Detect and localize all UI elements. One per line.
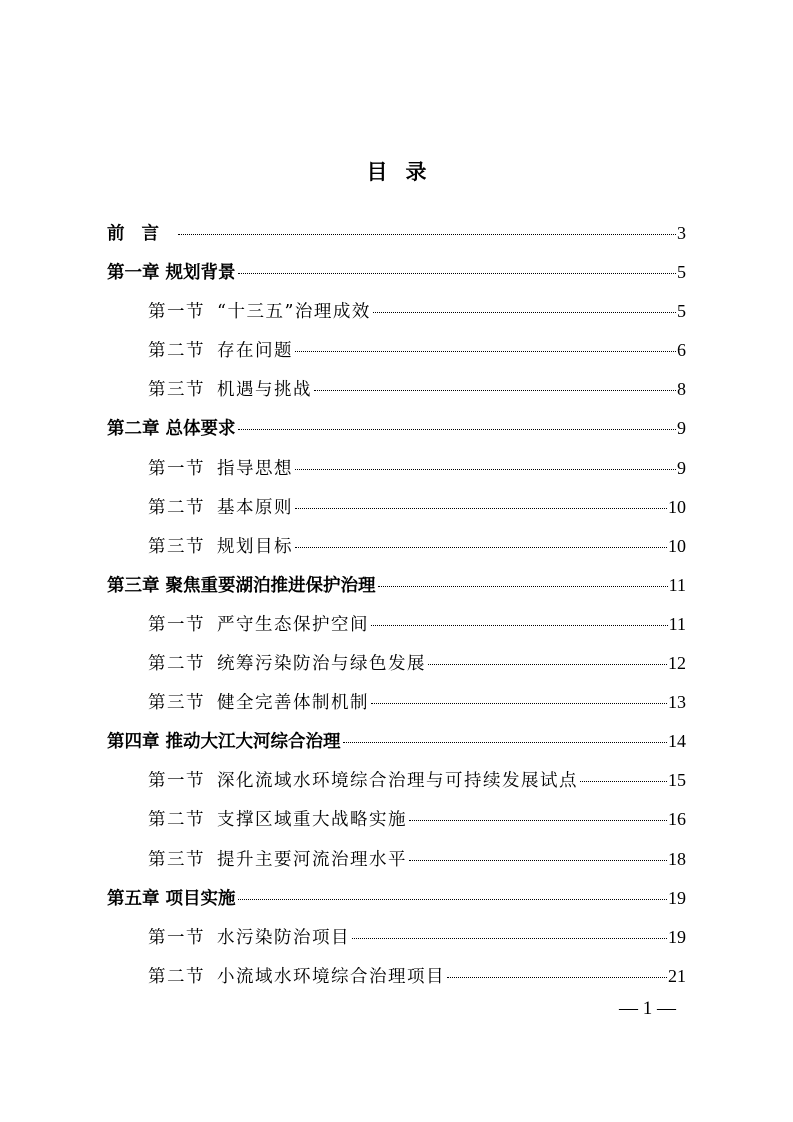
toc-entry-label [107,880,236,919]
toc-entry-page: 21 [668,965,686,986]
toc-entry-section[interactable] [107,644,686,683]
toc-entry-page: 6 [677,340,686,361]
dot-leader [447,977,667,978]
toc-entry-section[interactable] [107,761,686,800]
toc-entry-page: 15 [668,770,686,791]
dot-leader [238,899,668,900]
toc-entry-label [148,958,445,997]
dot-leader [295,351,676,352]
toc-entry-number: 第二节 [148,497,205,518]
toc-entry-label [148,332,293,371]
toc-entry-title: 严守生态保护空间 [217,614,369,635]
toc-entry-label [148,450,293,489]
toc-entry-number: 第三节 [148,849,205,870]
toc-entry-title: “十三五”治理成效 [217,302,371,323]
toc-entry-title: 规划目标 [217,536,293,557]
page-number: — 1 — [619,998,676,1019]
toc-entry-title: 健全完善体制机制 [217,693,369,714]
toc-entry-section[interactable] [107,918,686,957]
toc-entry-section[interactable] [107,488,686,527]
toc-entry-preface[interactable] [107,214,686,253]
dot-leader [238,429,677,430]
toc-entry-page: 5 [677,301,686,322]
toc-entry-title: 深化流域水环境综合治理与可持续发展试点 [217,771,578,792]
toc-entry-title: 存在问题 [217,341,293,362]
dot-leader [295,469,676,470]
toc-entry-section[interactable] [107,605,686,644]
toc-entry-page: 19 [668,926,686,947]
toc-entry-page: 3 [677,223,686,243]
toc-entry-label [148,489,293,528]
toc-entry-label [148,762,578,801]
dot-leader [314,390,676,391]
toc-entry-number: 第三节 [148,693,205,714]
dot-leader [238,273,677,274]
toc-list [107,253,686,996]
toc-entry-title: 聚焦重要湖泊推进保护治理 [165,575,376,596]
dot-leader [352,938,667,939]
toc-entry-label [107,723,341,762]
toc-entry-number: 第三章 [107,575,160,596]
toc-entry-page: 5 [677,262,686,283]
toc-entry-label [107,567,376,606]
dot-leader [409,860,667,861]
toc-entry-section[interactable] [107,800,686,839]
toc-entry-title: 基本原则 [217,497,293,518]
toc-entry-number: 第一章 [107,263,160,284]
toc-entry-number: 第三节 [148,380,205,401]
toc-entry-title: 支撑区域重大战略实施 [217,810,407,831]
toc-entry-number: 第二节 [148,966,205,987]
dot-leader [428,664,667,665]
toc-entry-title: 水污染防治项目 [217,927,350,948]
toc-entry-page: 10 [668,496,686,517]
toc-entry-number: 第二节 [148,654,205,675]
dot-leader [343,742,668,743]
page-title: 目录 [366,160,445,184]
toc-entry-title: 机遇与挑战 [217,380,312,401]
toc-entry-label [148,919,350,958]
toc-entry-title: 项目实施 [165,888,236,909]
dot-leader [580,781,667,782]
toc-entry-page: 13 [668,692,686,713]
toc-entry-label [148,684,369,723]
toc-entry-chapter[interactable] [107,722,686,761]
toc-entry-title: 前言 [107,224,176,244]
dot-leader [373,312,676,313]
toc-entry-number: 第一节 [148,458,205,479]
toc-entry-page: 16 [668,809,686,830]
toc-entry-chapter[interactable] [107,253,686,292]
toc-entry-title: 提升主要河流治理水平 [217,849,407,870]
toc-entry-section[interactable] [107,957,686,996]
toc-entry-number: 第一节 [148,614,205,635]
toc-entry-label [148,645,426,684]
toc-entry-page: 12 [668,653,686,674]
dot-leader [409,820,667,821]
toc-entry-number: 第五章 [107,888,160,909]
toc-entry-section[interactable] [107,527,686,566]
toc-entry-page: 9 [677,457,686,478]
toc-entry-label [148,293,371,332]
toc-entry-page: 8 [677,379,686,400]
dot-leader [371,703,667,704]
toc-entry-page: 11 [668,574,686,595]
table-of-contents [107,214,686,996]
toc-entry-label [107,410,236,449]
toc-entry-title: 小流域水环境综合治理项目 [217,966,445,987]
toc-entry-page: 10 [668,535,686,556]
toc-entry-number: 第一节 [148,302,205,323]
toc-entry-label [148,801,407,840]
toc-entry-label [148,841,407,880]
toc-entry-page: 14 [668,731,686,752]
toc-entry-number: 第二节 [148,810,205,831]
toc-entry-label [107,254,236,293]
toc-entry-section[interactable] [107,292,686,331]
toc-entry-page: 18 [668,848,686,869]
toc-entry-chapter[interactable] [107,566,686,605]
toc-entry-page: 19 [668,887,686,908]
toc-entry-section[interactable] [107,840,686,879]
toc-entry-number: 第二章 [107,419,160,440]
toc-entry-label [148,606,369,645]
toc-entry-section[interactable] [107,449,686,488]
toc-entry-number: 第二节 [148,341,205,362]
toc-entry-section[interactable] [107,370,686,409]
dot-leader [371,625,668,626]
toc-entry-number: 第一节 [148,927,205,948]
toc-entry-section[interactable] [107,683,686,722]
dot-leader [295,508,667,509]
dot-leader [378,586,668,587]
toc-entry-label [148,371,312,410]
toc-entry-section[interactable] [107,331,686,370]
toc-entry-title: 统筹污染防治与绿色发展 [217,654,426,675]
toc-entry-title: 规划背景 [165,263,236,284]
dot-leader [178,234,676,235]
dot-leader [295,547,667,548]
toc-entry-title: 总体要求 [165,419,236,440]
toc-entry-number: 第一节 [148,771,205,792]
toc-entry-chapter[interactable] [107,879,686,918]
toc-entry-page: 11 [668,613,686,634]
toc-entry-number: 第四章 [107,732,160,753]
toc-entry-label [148,528,293,567]
toc-entry-title: 指导思想 [217,458,293,479]
toc-entry-chapter[interactable] [107,409,686,448]
toc-entry-page: 9 [677,418,686,439]
toc-entry-title: 推动大江大河综合治理 [165,732,341,753]
toc-entry-number: 第三节 [148,536,205,557]
